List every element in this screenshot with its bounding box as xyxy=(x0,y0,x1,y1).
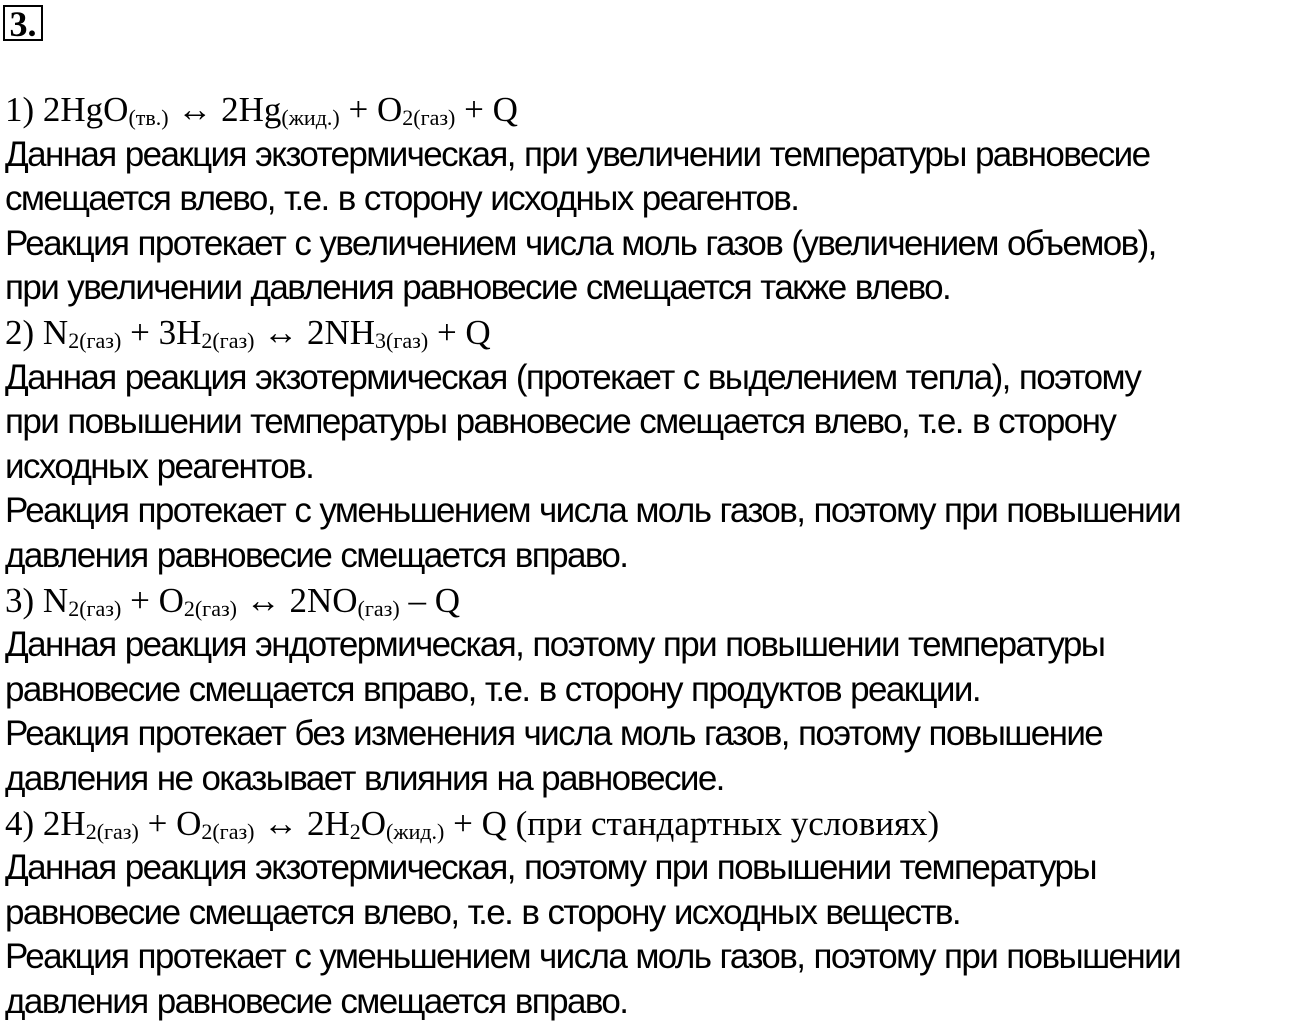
explanation-line: при повышении температуры равновесие смещается влево, т.е. в сторону xyxy=(5,402,1116,442)
equation-text: O xyxy=(360,803,387,843)
equation-text: + 3H xyxy=(121,312,202,352)
equation-text: – Q xyxy=(399,580,460,620)
explanation-line: давления не оказывает влияния на равновесие. xyxy=(5,758,724,798)
reaction-equation xyxy=(5,311,1301,356)
explanation-line: при увеличении давления равновесие смещается также влево. xyxy=(5,268,951,308)
equation-text: + O xyxy=(138,803,202,843)
explanation-line: равновесие смещается влево, т.е. в сторону исходных веществ. xyxy=(5,892,960,932)
equation-subscript: 2(газ) xyxy=(183,595,237,621)
equation-text: ↔ 2NO xyxy=(236,580,358,620)
explanation-line: Данная реакция экзотермическая, поэтому при повышении температуры xyxy=(5,848,1096,888)
explanation-line: давления равновесие смещается вправо. xyxy=(5,535,628,575)
equation-text: + Q xyxy=(455,90,518,129)
equation-subscript: 2(газ) xyxy=(201,327,255,353)
equation-subscript: 2(газ) xyxy=(85,818,139,844)
reaction-block xyxy=(5,88,1301,311)
reaction-equation xyxy=(5,88,1301,133)
solution-text xyxy=(5,88,1301,1024)
equation-subscript: 2(газ) xyxy=(402,105,456,130)
explanation-line: Данная реакция эндотермическая, поэтому при повышении температуры xyxy=(5,625,1105,665)
equation-subscript: 2 xyxy=(349,818,361,844)
explanation-line: Реакция протекает с уменьшением числа моль газов, поэтому при повышении xyxy=(5,491,1181,531)
equation-text: ↔ 2NH xyxy=(254,312,376,352)
equation-subscript: 3(газ) xyxy=(375,327,429,353)
explanation-line: давления равновесие смещается вправо. xyxy=(5,981,628,1021)
equation-subscript: (газ) xyxy=(357,595,400,621)
explanation-line: Реакция протекает с увеличением числа моль газов (увеличением объемов), xyxy=(5,223,1156,263)
equation-subscript: (тв.) xyxy=(128,105,169,130)
equation-text: + Q xyxy=(428,312,491,352)
task-number-box xyxy=(3,4,43,44)
equation-text: 4) 2H xyxy=(5,803,86,843)
equation-text: 3) N xyxy=(5,580,69,620)
explanation-line: исходных реагентов. xyxy=(5,446,314,486)
equation-text: 2) N xyxy=(5,312,69,352)
explanation-line: Данная реакция экзотермическая, при увеличении температуры равновесие xyxy=(5,134,1150,174)
equation-subscript: 2(газ) xyxy=(68,595,122,621)
equation-subscript: (жид.) xyxy=(281,105,340,130)
equation-text: ↔ 2H xyxy=(254,803,350,843)
explanation-line: равновесие смещается вправо, т.е. в сторону продуктов реакции. xyxy=(5,669,980,709)
equation-text: + O xyxy=(121,580,184,620)
equation-subscript: 2(газ) xyxy=(201,818,255,844)
equation-subscript: 2(газ) xyxy=(68,327,122,353)
reaction-block xyxy=(5,311,1301,579)
reaction-block xyxy=(5,579,1301,802)
equation-text: + Q (при стандартных условиях) xyxy=(444,803,940,843)
task-number: 3. xyxy=(9,4,37,44)
equation-text: 1) 2HgO xyxy=(5,90,129,129)
explanation-line: Данная реакция экзотермическая (протекает с выделением тепла), поэтому xyxy=(5,357,1141,397)
reaction-equation xyxy=(5,579,1301,624)
equation-text: ↔ 2Hg xyxy=(168,90,282,129)
equation-subscript: (жид.) xyxy=(386,818,445,844)
explanation-line: Реакция протекает без изменения числа моль газов, поэтому повышение xyxy=(5,714,1103,754)
reaction-block xyxy=(5,802,1301,1025)
explanation-line: смещается влево, т.е. в сторону исходных реагентов. xyxy=(5,179,799,219)
equation-text: + O xyxy=(339,90,403,129)
reaction-equation xyxy=(5,802,1301,847)
explanation-line: Реакция протекает с уменьшением числа моль газов, поэтому при повышении xyxy=(5,937,1181,977)
